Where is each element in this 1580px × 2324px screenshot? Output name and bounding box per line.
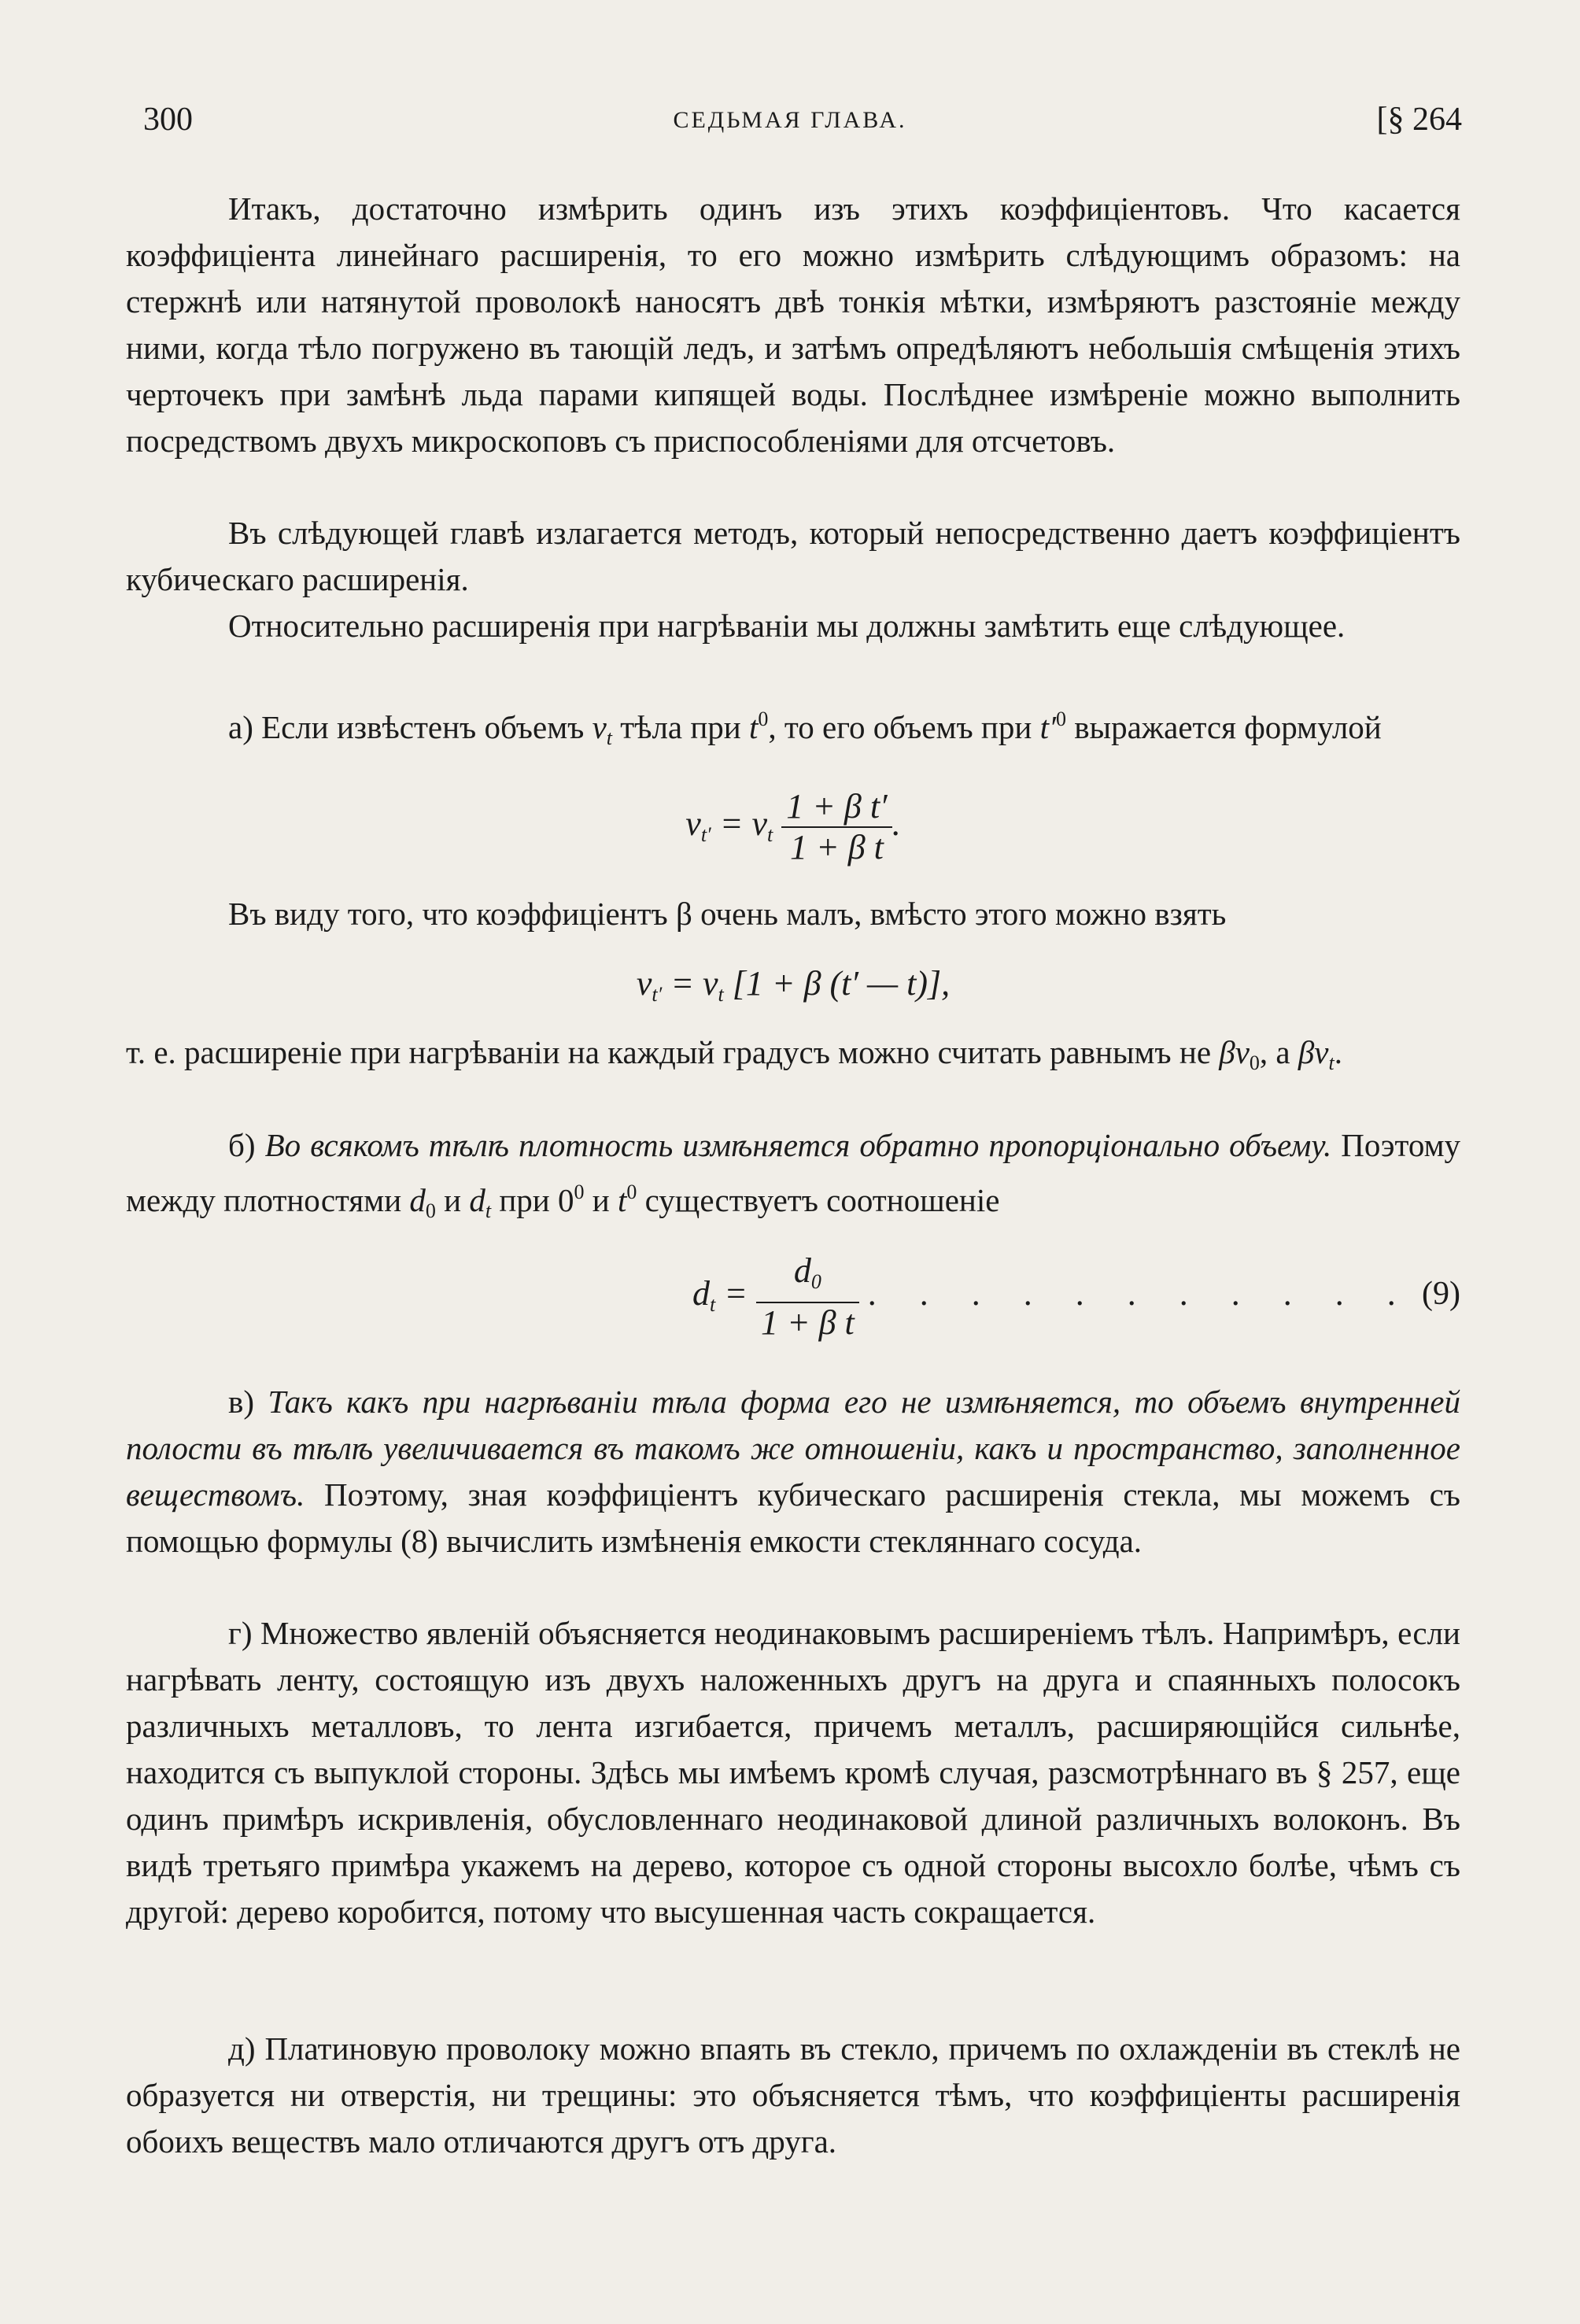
leader-dots: . . . . . . . . . . .	[867, 1274, 1413, 1313]
symbol-d: d	[469, 1182, 485, 1218]
eq-symbol: = v	[662, 964, 718, 1003]
text-fragment: Поэтому, зная коэффиціентъ кубическаго расширенія стекла, мы можемъ съ помощью формулы (8) вычислить измѣненія емкости стекляннаго сосуда.	[126, 1476, 1460, 1559]
equation-3	[126, 1251, 1460, 1343]
eq-symbol: = v	[711, 804, 767, 844]
eq-sub: 0	[810, 1270, 821, 1293]
symbol-t: t	[617, 1182, 627, 1218]
symbol-sub: t	[606, 726, 613, 749]
running-header: СЕДЬМАЯ ГЛАВА.	[673, 107, 907, 133]
text-fragment: существуетъ соотношеніе	[644, 1182, 1000, 1218]
symbol-v: v	[592, 709, 607, 745]
text-fragment: а) Если извѣстенъ объемъ	[228, 709, 585, 745]
eq-sub: t′	[700, 823, 711, 847]
symbol-sub: t	[1328, 1051, 1335, 1074]
paragraph-2: Въ слѣдующей главѣ излагается методъ, который непосредственно даетъ коэффиціентъ кубическаго расширенія.	[126, 515, 1460, 597]
paragraph-3: Относительно расширенія при нагрѣваніи мы должны замѣтить еще слѣдующее.	[228, 608, 1346, 644]
degree-sup: 0	[758, 708, 769, 730]
fraction-numerator	[756, 1251, 859, 1303]
page-number: 300	[143, 102, 193, 138]
paragraph-5: Въ виду того, что коэффиціентъ β очень малъ, вмѣсто этого можно взять	[228, 896, 1227, 932]
symbol-t-prime: t′	[1039, 709, 1056, 745]
paragraph-7	[126, 1122, 1460, 1234]
text-fragment: в)	[228, 1384, 255, 1420]
text-fragment: и	[592, 1182, 610, 1218]
equation-2	[126, 963, 1460, 1007]
fraction-numerator: 1 + β t′	[781, 787, 892, 828]
text-fragment: б)	[228, 1127, 256, 1163]
fraction-denominator: 1 + β t	[790, 828, 884, 866]
eq-symbol: d	[793, 1251, 811, 1290]
symbol-t: t	[749, 709, 759, 745]
italic-statement: Во всякомъ тѣлѣ плотность измѣняется обратно пропорціонально объему.	[264, 1127, 1332, 1163]
symbol-sub: 0	[1249, 1051, 1260, 1074]
paragraph-8	[126, 1379, 1460, 1565]
fraction-denominator: 1 + β t	[760, 1303, 855, 1342]
paragraph-4	[126, 696, 1460, 761]
equation-1	[126, 787, 1460, 867]
paragraph-1: Итакъ, достаточно измѣрить одинъ изъ этихъ коэффиціентовъ. Что касается коэффиціента линейнаго расширенія, то его можно измѣрить слѣдующимъ образомъ: на стержнѣ или натянутой проволокѣ наносятъ двѣ тонкія мѣтки, измѣряютъ разстояніе между ними, когда тѣло погружено въ тающій ледъ, и затѣмъ опредѣляютъ небольшія смѣщенія этихъ черточекъ при замѣнѣ льда парами кипящей воды. Послѣднее измѣреніе можно выполнить посредствомъ двухъ микроскоповъ съ приспособленіями для отсчетовъ.	[126, 190, 1460, 459]
paragraph-9: г) Множество явленій объясняется неодинаковымъ расширеніемъ тѣлъ. Напримѣръ, если нагрѣвать ленту, состоящую изъ двухъ наложенныхъ другъ на друга и спаянныхъ полосокъ различныхъ металловъ, то лента изгибается, причемъ металлъ, расширяющійся сильнѣе, находится съ выпуклой стороны. Здѣсь мы имѣемъ кромѣ случая, разсмотрѣннаго въ § 257, еще одинъ примѣръ искривленія, обусловленнаго неодинаковой длиной различныхъ волоконъ. Въ видѣ третьяго примѣра укажемъ на дерево, которое съ одной стороны высохло болѣе, чѣмъ съ другой: дерево коробится, потому что высушенная часть сокращается.	[126, 1615, 1460, 1930]
eq-symbol: d	[692, 1274, 710, 1313]
text-fragment: и	[444, 1182, 462, 1218]
text-fragment: т. е. расширеніе при нагрѣваніи на каждый градусъ можно считать равнымъ не	[126, 1034, 1212, 1070]
eq-punct: .	[892, 804, 901, 844]
paragraph-6: т. е. расширеніе при нагрѣваніи на каждый градусъ можно считать равнымъ не $\beta v_0$, а $\beta v_t$.	[126, 1034, 1342, 1074]
eq-sub: t	[710, 1293, 716, 1317]
text-fragment: выражается формулой	[1074, 709, 1382, 745]
fraction	[781, 787, 892, 867]
text-fragment: Поэтому между плотностями	[126, 1127, 1461, 1218]
fraction	[756, 1251, 859, 1343]
symbol-v: v	[1235, 1034, 1250, 1070]
text-fragment: , а	[1259, 1034, 1290, 1070]
symbol-sub: t	[485, 1199, 492, 1222]
degree-sup: 0	[1055, 708, 1066, 730]
eq-sub: t′	[652, 983, 663, 1006]
section-number: [§ 264	[1376, 102, 1462, 138]
eq-symbol: =	[715, 1274, 756, 1313]
eq-symbol: v	[685, 804, 701, 844]
eq-symbol: v	[636, 964, 652, 1003]
symbol-sub: 0	[425, 1199, 436, 1222]
text-fragment: , то его объемъ при	[768, 709, 1032, 745]
degree-sup: 0	[626, 1180, 637, 1203]
italic-statement: Такъ какъ при нагрѣваніи тѣла форма его не измѣняется, то объемъ внутренней полости въ тѣлѣ увеличивается въ такомъ же отношеніи, какъ и пространство, заполненное веществомъ.	[126, 1384, 1460, 1513]
equation-number: (9)	[1422, 1276, 1460, 1312]
symbol-beta: β	[1298, 1034, 1315, 1070]
paragraph-10: д) Платиновую проволоку можно впаять въ стекло, причемъ по охлажденіи въ стеклѣ не образуется ни отверстія, ни трещины: это объясняется тѣмъ, что коэффиціенты расширенія обоихъ веществъ мало отличаются другъ отъ друга.	[126, 2030, 1460, 2160]
symbol-d: d	[409, 1182, 426, 1218]
degree-sup: 0	[574, 1180, 585, 1203]
eq-sub: t	[718, 983, 724, 1006]
symbol-v: v	[1314, 1034, 1329, 1070]
symbol-beta: β	[1219, 1034, 1235, 1070]
eq-sub: t	[766, 823, 773, 847]
text-fragment: тѣла при	[620, 709, 741, 745]
text-fragment: при 0	[499, 1182, 574, 1218]
eq-symbol: [1 + β (t′ — t)],	[723, 964, 951, 1003]
